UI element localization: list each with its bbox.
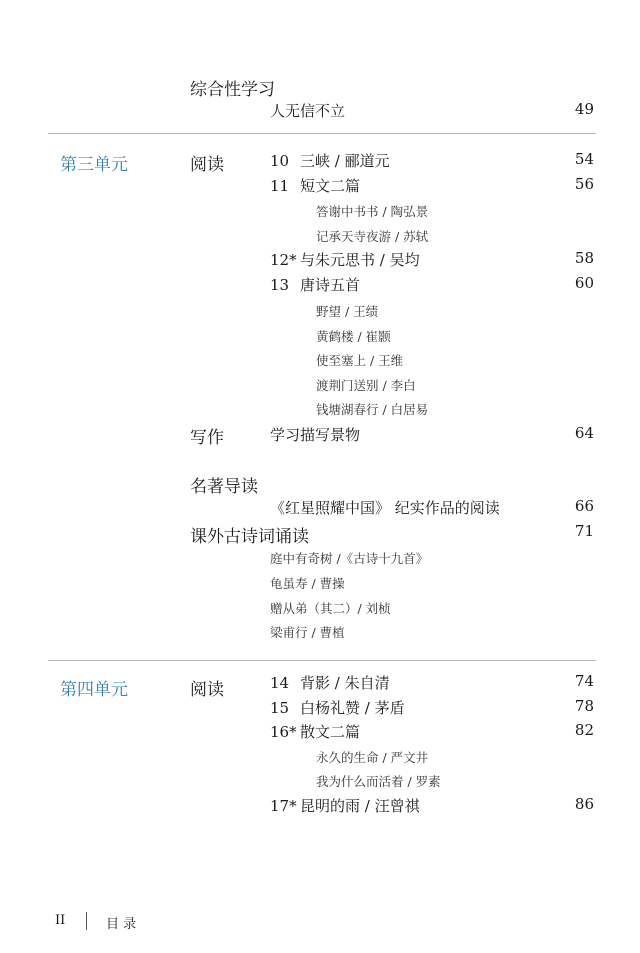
section-extra-poems: 课外古诗词诵读 xyxy=(190,527,309,547)
toc-page: 66 xyxy=(574,497,594,515)
lesson-number: 17* xyxy=(270,797,297,815)
toc-row xyxy=(270,274,360,295)
toc-title: 短文二篇 xyxy=(300,177,361,195)
section-classics-guide: 名著导读 xyxy=(190,477,258,497)
toc-subitem: 我为什么而活着 / 罗素 xyxy=(316,774,441,789)
toc-row xyxy=(270,721,360,742)
toc-title: 散文二篇 xyxy=(300,723,361,741)
toc-page: 82 xyxy=(574,721,594,739)
toc-title: 背影 / 朱自清 xyxy=(300,674,390,692)
toc-subitem: 钱塘湖春行 / 白居易 xyxy=(316,402,429,417)
unit-3-label: 第三单元 xyxy=(60,155,128,175)
toc-title: 与朱元思书 / 吴均 xyxy=(300,251,420,269)
footer-label: 目 录 xyxy=(106,917,137,932)
divider xyxy=(48,660,596,661)
toc-title: 唐诗五首 xyxy=(300,276,361,294)
lesson-number: 14 xyxy=(270,674,290,692)
section-reading: 阅读 xyxy=(190,680,224,700)
toc-page: 54 xyxy=(574,150,594,168)
toc-title: 学习描写景物 xyxy=(270,426,361,444)
toc-subitem: 永久的生命 / 严文井 xyxy=(316,750,429,765)
toc-page: 64 xyxy=(574,424,594,442)
toc-page: 78 xyxy=(574,697,594,715)
section-writing: 写作 xyxy=(190,428,224,448)
toc-subitem: 野望 / 王绩 xyxy=(316,304,379,319)
lesson-number: 12* xyxy=(270,251,297,269)
lesson-number: 11 xyxy=(270,177,290,195)
toc-row xyxy=(270,175,360,196)
toc-title: 昆明的雨 / 汪曾祺 xyxy=(300,797,420,815)
toc-page: 74 xyxy=(574,672,594,690)
section-reading: 阅读 xyxy=(190,155,224,175)
toc-row xyxy=(270,697,405,718)
lesson-number: 16* xyxy=(270,723,297,741)
toc-page: 49 xyxy=(574,100,594,118)
toc-page: 60 xyxy=(574,274,594,292)
toc-subitem: 记承天寺夜游 / 苏轼 xyxy=(316,229,429,244)
footer-page-number: II xyxy=(55,913,66,928)
toc-title: 《红星照耀中国》 纪实作品的阅读 xyxy=(270,499,500,517)
toc-row xyxy=(270,795,420,816)
toc-page: 56 xyxy=(574,175,594,193)
toc-page: 86 xyxy=(574,795,594,813)
toc-subitem: 赠从弟（其二）/ 刘桢 xyxy=(270,601,391,616)
lesson-number: 15 xyxy=(270,699,290,717)
divider xyxy=(48,133,596,134)
toc-subitem: 渡荆门送别 / 李白 xyxy=(316,378,416,393)
toc-row xyxy=(270,672,390,693)
toc-subitem: 梁甫行 / 曹植 xyxy=(270,625,345,640)
toc-page: 71 xyxy=(574,522,594,540)
lesson-number: 13 xyxy=(270,276,290,294)
section-comprehensive-study: 综合性学习 xyxy=(190,80,275,100)
toc-subitem: 龟虽寿 / 曹操 xyxy=(270,576,345,591)
unit-4-label: 第四单元 xyxy=(60,680,128,700)
toc-subitem: 使至塞上 / 王维 xyxy=(316,353,404,368)
toc-subitem: 庭中有奇树 /《古诗十九首》 xyxy=(270,551,429,566)
footer-divider xyxy=(86,912,87,930)
toc-page: 58 xyxy=(574,249,594,267)
toc-title: 人无信不立 xyxy=(270,102,346,120)
toc-title: 白杨礼赞 / 茅盾 xyxy=(300,699,405,717)
lesson-number: 10 xyxy=(270,152,290,170)
toc-row xyxy=(270,150,390,171)
toc-subitem: 黄鹤楼 / 崔颢 xyxy=(316,329,391,344)
toc-subitem: 答谢中书书 / 陶弘景 xyxy=(316,204,429,219)
toc-row xyxy=(270,249,420,270)
toc-title: 三峡 / 郦道元 xyxy=(300,152,390,170)
